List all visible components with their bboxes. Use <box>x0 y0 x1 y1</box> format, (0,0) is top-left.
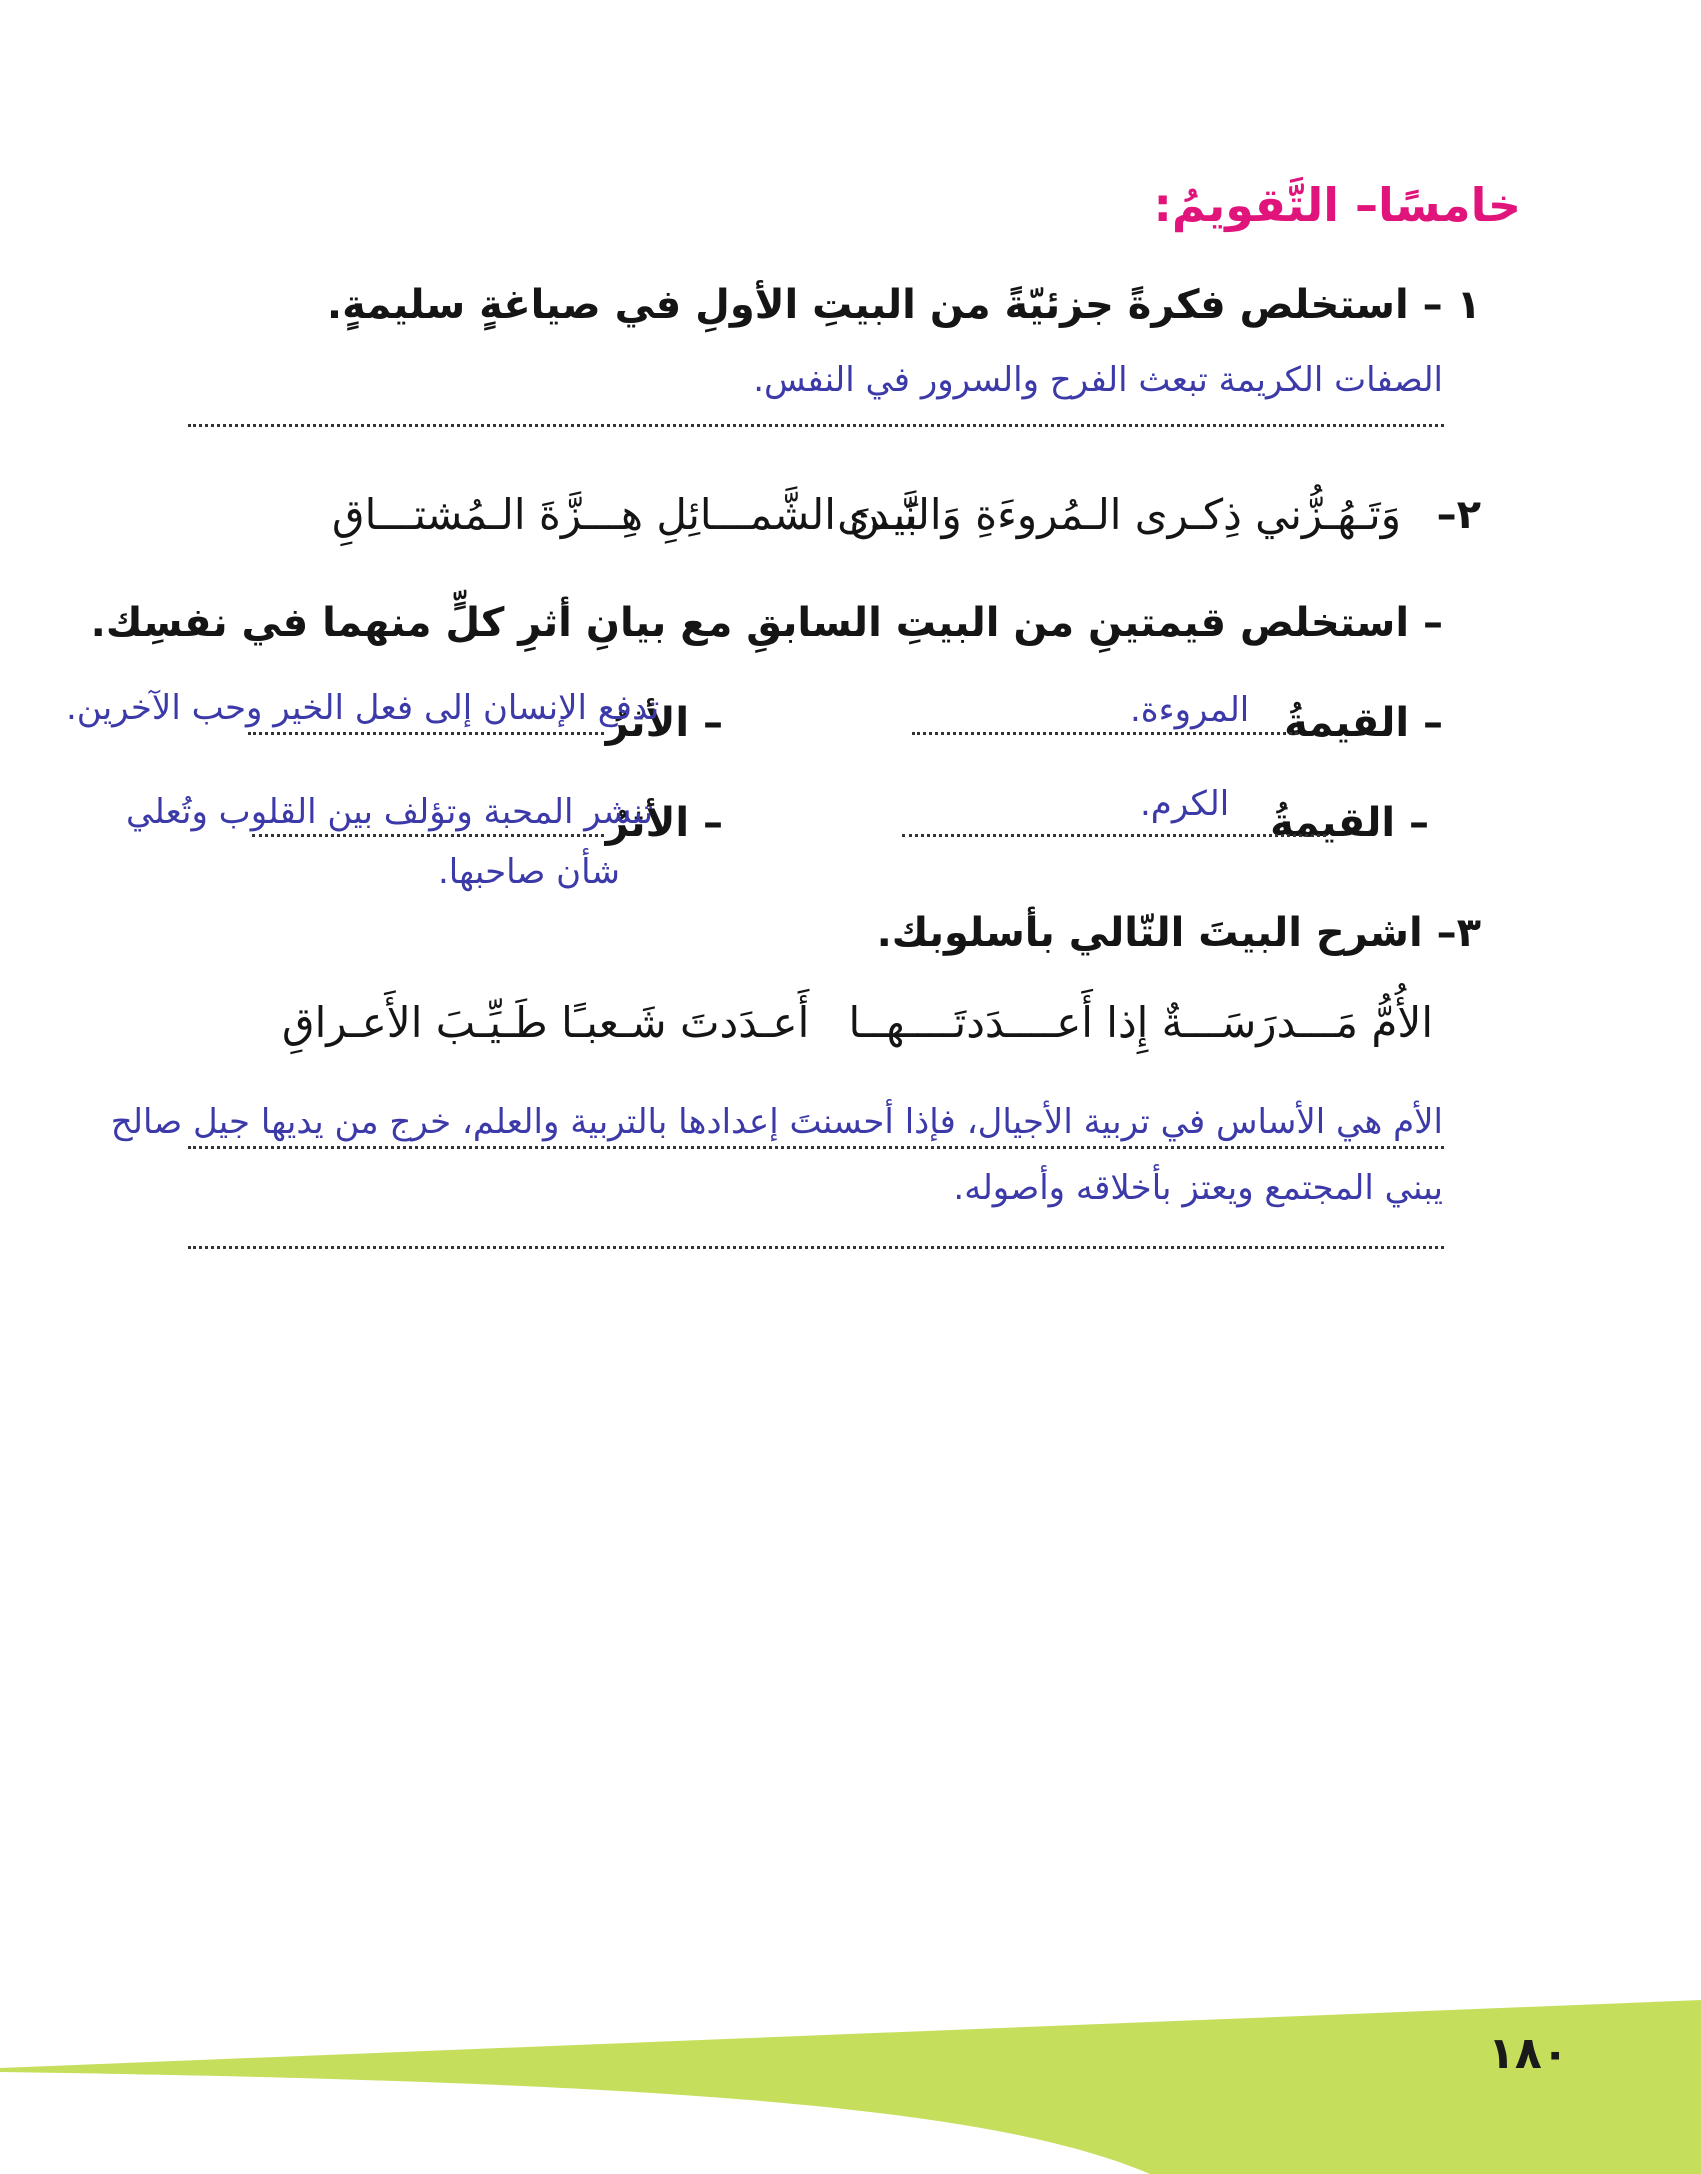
question-3-answer-line-2: يبني المجتمع ويعتز بأخلاقه وأصوله. <box>953 1168 1443 1208</box>
answer-line <box>188 1146 1444 1149</box>
value-label: – القيمةُ <box>1270 800 1429 846</box>
effect-answer: تنشر المحبة وتؤلف بين القلوب وتُعلي <box>126 792 654 832</box>
answer-line <box>248 732 604 735</box>
verse-first-hemistich: الأُمُّ مَـــدرَسَـــةٌ إِذا أَعــــدَدتَــــهــا <box>848 998 1433 1047</box>
question-3-answer-line-1: الأم هي الأساس في تربية الأجيال، فإذا أحسنتَ إعدادها بالتربية والعلم، خرج من يديها جيل صالح <box>110 1102 1443 1142</box>
value-label: – القيمةُ <box>1284 700 1443 746</box>
answer-line <box>252 834 604 837</box>
effect-answer-continued: شأن صاحبها. <box>438 852 620 892</box>
question-2-number: ٢– <box>1436 492 1481 538</box>
answer-line <box>188 1246 1444 1249</box>
answer-line <box>902 834 1326 837</box>
verse-first-hemistich: وَتَـهُـزُّني ذِكـرى الـمُروءَةِ وَالنَّـدى <box>837 490 1401 539</box>
question-3-prompt: ٣– اشرح البيتَ التّالي بأسلوبك. <box>876 910 1481 956</box>
question-2-subprompt: – استخلص قيمتينِ من البيتِ السابقِ مع بيانِ أثرِ كلٍّ منهما في نفسِك. <box>90 600 1443 646</box>
effect-label: – الأثرُ <box>605 700 723 746</box>
section-title: خامسًا– التَّقويمُ: <box>1153 178 1521 232</box>
verse-second-hemistich: أَعـدَدتَ شَـعبـًا طَـيِّـبَ الأَعـراقِ <box>282 998 810 1047</box>
effect-label: – الأثرُ <box>605 800 723 846</box>
question-1-prompt: ١ – استخلص فكرةً جزئيّةً من البيتِ الأولِ في صياغةٍ سليمةٍ. <box>326 282 1481 328</box>
value-answer: الكرم. <box>1140 784 1230 824</box>
verse-second-hemistich: بَيـنَ الشَّمـــائِلِ هِـــزَّةَ الـمُشتـــاقِ <box>332 490 918 539</box>
page-number: ١٨٠ <box>1488 2028 1569 2079</box>
footer-wave-shape <box>0 2000 1701 2174</box>
effect-answer: تدفع الإنسان إلى فعل الخير وحب الآخرين. <box>66 688 660 728</box>
value-answer: المروءة. <box>1130 690 1250 730</box>
answer-line <box>188 424 1444 427</box>
answer-line <box>912 732 1298 735</box>
footer-wave <box>0 1960 1701 2174</box>
question-1-answer: الصفات الكريمة تبعث الفرح والسرور في النفس. <box>753 360 1443 400</box>
